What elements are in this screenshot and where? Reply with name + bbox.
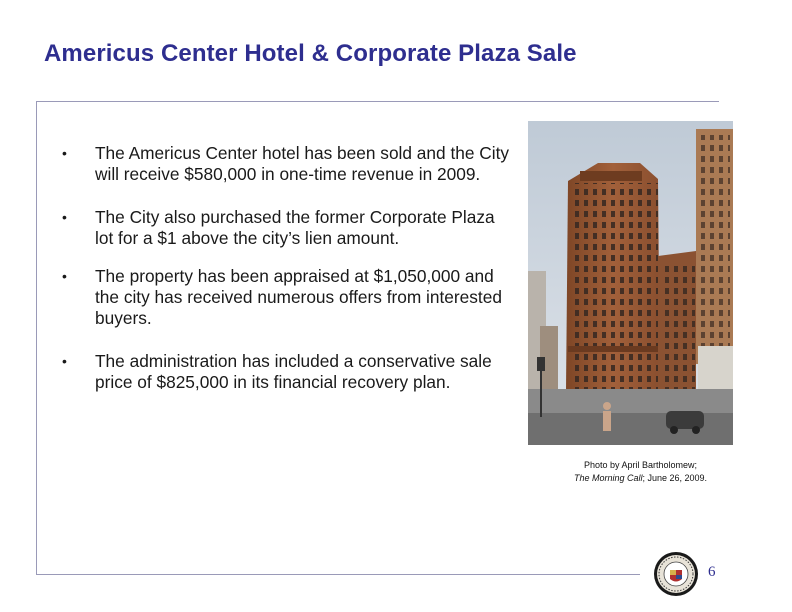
caption-publication: The Morning Call	[573, 473, 643, 483]
bullet-dot-icon: •	[62, 145, 67, 161]
frame-left-rule	[36, 101, 37, 575]
photo-caption	[548, 459, 733, 485]
city-seal-icon	[653, 551, 699, 597]
frame-top-rule	[36, 101, 719, 102]
bullet-text: The City also purchased the former Corporate Plaza lot for a $1 above the city’s lien amount.	[95, 207, 495, 248]
bullet-item	[62, 266, 512, 329]
bullet-list	[62, 143, 512, 415]
bullet-text: The Americus Center hotel has been sold and the City will receive $580,000 in one-time revenue in 2009.	[95, 143, 510, 184]
bullet-dot-icon: •	[62, 268, 67, 284]
bullet-item	[62, 207, 512, 249]
caption-source	[548, 472, 733, 485]
bullet-dot-icon: •	[62, 353, 67, 369]
bullet-text: The administration has included a conservative sale price of $825,000 in its financial recovery plan.	[95, 351, 492, 392]
caption-credit: Photo by April Bartholomew;	[583, 460, 698, 470]
slide-title: Americus Center Hotel & Corporate Plaza Sale	[44, 40, 577, 67]
hotel-photo	[528, 121, 733, 445]
bullet-item	[62, 351, 512, 393]
bullet-dot-icon: •	[62, 209, 67, 225]
page-number: 6	[708, 564, 716, 580]
bullet-text: The property has been appraised at $1,050,000 and the city has received numerous offers from interested buyers.	[95, 266, 502, 328]
frame-bottom-rule	[36, 574, 640, 575]
caption-date: ; June 26, 2009.	[642, 473, 708, 483]
bullet-item	[62, 143, 512, 185]
